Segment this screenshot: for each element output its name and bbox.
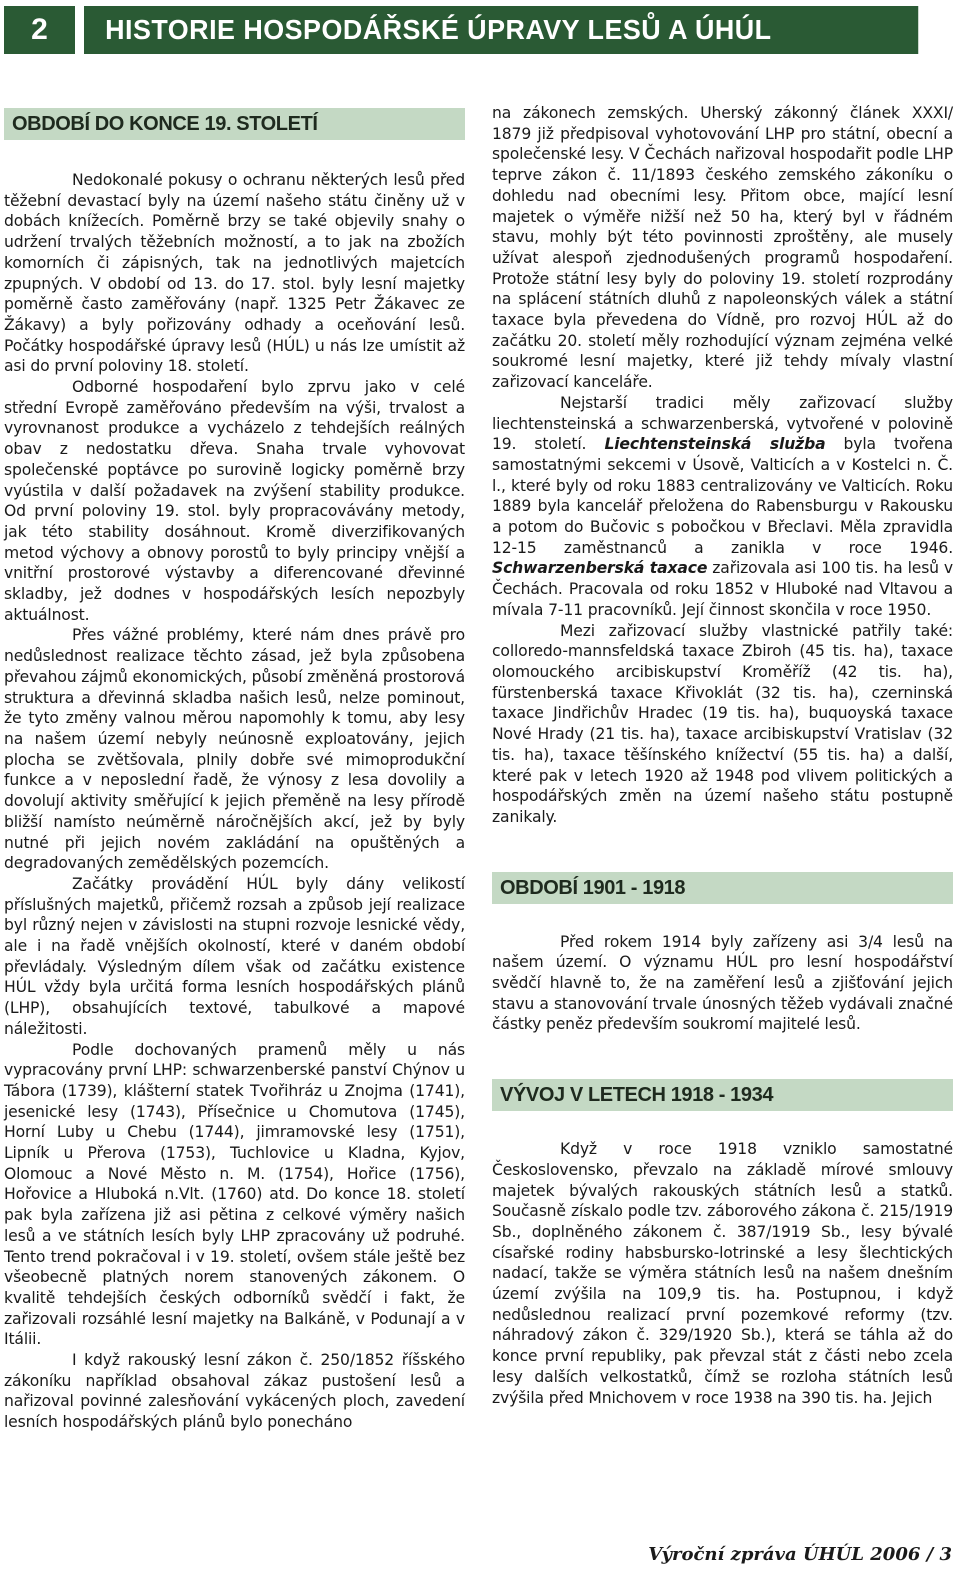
paragraph: Začátky provádění HÚL byly dány velikostí příslušných majetků, přičemž rozsah a způsob její realizace byl různý nejen v závislosti na stupni rozvoje lesnické vědy, ale i na řadě vnějších okolností, které v daném období převládaly. Výsledným dílem však od začátku existence HÚL vždy byla určitá forma lesních hospodářských plánů (LHP), obsahujících textové, tabulkové a mapové náležitosti. [4,874,465,1038]
emphasis-text: Schwarzenberská taxace [492,559,708,578]
paragraph [492,393,953,621]
paragraph: na zákonech zemských. Uherský zákonný článek XXXI/ 1879 již předpisoval vyhotovování LHP pro státní, obecní a společenské lesy. V Čechách nařizoval hospodařit podle LHP teprve zákon č. 11/1893 českého zemského zákoníku o dohledu nad obecními lesy. Přitom obce, mající lesní majetek o výměře nižší než 50 ha, který byl v řádném stavu, mohly být této povinnosti zproštěny, ale musely užívat alespoň zjednodušených programů hospodaření. Protože státní lesy byly do poloviny 19. století rozprodány na splácení státních dluhů z napoleonských válek a státní taxace byla převedena do Vídně, pro rozvoj HÚL až do začátku 20. století měly rozhodující význam zejména velké soukromé lesní majetky, které již tehdy mívaly vlastní zařizovací kanceláře. [492,104,953,392]
text-run: Nejstarší tradici měly zařizovací služby liechtensteinská a schwarzenberská, vytvořené v polovině 19. století. [492,393,953,454]
emphasis-text: Liechtensteinská služba [604,435,826,454]
section-heading-2: OBDOBÍ 1901 - 1918 [492,872,953,904]
text-run: zařizovala asi 100 tis. ha lesů v Čechách. Pracovala od roku 1852 v Hluboké nad Vltavou a mívala 7-11 pracovníků. Její činnost skončila v roce 1950. [492,559,953,619]
chapter-number: 2 [4,6,75,54]
paragraph: Mezi zařizovací služby vlastnické patřily také: colloredo-mannsfeldská taxace Zbiroh (45 tis. ha), taxace olomouckého arcibiskupství Kroměříž (42 tis. ha), fürstenberská taxace Křivoklát (32 tis. ha), czerninská taxace Jindřichův Hradec (19 tis. ha), buquoyská taxace Nové Hrady (21 tis. ha), taxace arcibiskupství Vratislav (32 tis. ha), taxace těšínského knížectví (55 tis. ha) a další, které pak v letech 1920 až 1948 pod vlivem politických a hospodářských změn na území našeho státu postupně zanikaly. [492,621,953,826]
text-run: byla tvořena samostatnými sekcemi v Úsově, Valticích a v Kostelci n. Č. l., které byly od roku 1883 centralizovány ve Valticích. Roku 1889 byla kancelář přeložena do Rabensburgu v Rakousku a potom do Bučovic s pobočkou v Břeclavi. Měla zpravidla 12-15 zaměstnanců a zanikla v roce 1946. [492,435,953,557]
left-column [4,108,465,1433]
paragraph: Podle dochovaných pramenů měly u nás vypracovány první LHP: schwarzenberské panství Chýnov u Tábora (1739), klášterní statek Tvořihráz u Znojma (1741), jesenické lesy (1743), Přísečnice u Chomutova (1745), Horní Luby u Chebu (1744), jimramovské lesy (1751), Lipník u Přerova (1753), Tuchlovice u Kladna, Kyjov, Olomouc a Nové Město n. M. (1754), Hořice (1756), Hořovice a Hluboká n.Vlt. (1760) atd. Do konce 18. století pak byla zařízena již asi pětina z celkové výměry našich lesů a ve státních lesích byly LHP zpracovány už podruhé. Tento trend pokračoval i v 19. století, ovšem stále ještě bez všeobecně platných norem stanovených zákonem. O kvalitě tehdejších českých odborníků svědčí i fakt, že zařizovali rozsáhlé lesní majetky na Balkáně, v Podunají a v Itálii. [4,1040,465,1349]
section-heading-1: OBDOBÍ DO KONCE 19. STOLETÍ [4,108,465,140]
page-footer: Výroční zpráva ÚHÚL 2006 / 3 [648,1544,952,1565]
right-column [492,103,953,1408]
paragraph: Přes vážné problémy, které nám dnes právě pro nedůslednost realizace těchto zásad, jež byla způsobena převahou zájmů ekonomických, působí změněná prostorová struktura a dřevinná skladba našich lesů, nelze pominout, že tyto změny valnou měrou napomohly k tomu, aby lesy na našem území nebyly neúnosně exploatovány, jejich plocha se zvětšovala, plnily dobře své mimoprodukční funkce a v neposlední řadě, že výnosy z lesa dovolily a dovolují aktivity směřující k jejich přeměně na lesy přírodě bližší namísto neúměrně náročnějších akcí, jež by byly nutné při jejich novém zakládání na opuštěných a degradovaných zemědělských pozemcích. [4,626,465,873]
section-heading-3: VÝVOJ V LETECH 1918 - 1934 [492,1079,953,1111]
paragraph: Před rokem 1914 byly zařízeny asi 3/4 lesů na našem území. O významu HÚL pro lesní hospodářství svědčí hlavně to, že na zaměření lesů a zjišťování jejich stavu a stanovování trvale únosných těžeb vydávali značné částky peněz především soukromí majitelé lesů. [492,932,953,1034]
chapter-title: HISTORIE HOSPODÁŘSKÉ ÚPRAVY LESŮ A ÚHÚL [84,6,918,54]
paragraph: Když v roce 1918 vzniklo samostatné Československo, převzalo na základě mírové smlouvy majetek bývalých rakouských státních lesů a statků. Současně získalo podle tzv. záborového zákona č. 215/1919 Sb., doplněného zákonem č. 387/1919 Sb., lesy bývalé císařské rodiny habsbursko-lotrinské a lesy šlechtických nadací, takže se výměra státních lesů na našem dnešním území zvýšila na 109,9 tis. ha. Postupnou, i když nedůslednou realizací první pozemkové reformy (tzv. náhradový zákon č. 329/1920 Sb.), která se táhla až do konce první republiky, pak převzal stát z části nebo zcela lesy dalších velkostatků, čímž se rozloha státních lesů zvýšila před Mnichovem v roce 1938 na 390 tis. ha. Jejich [492,1140,953,1407]
paragraph: I když rakouský lesní zákon č. 250/1852 říšského zákoníku například obsahoval zákaz pustošení lesů a nařizoval povinné zalesňování vykácených ploch, zavedení lesních hospodářských plánů bylo ponecháno [4,1351,465,1432]
chapter-header [4,6,953,54]
paragraph: Nedokonalé pokusy o ochranu některých lesů před těžební devastací byly na území našeho státu činěny už v dobách knížecích. Poměrně brzy se také objevily snahy o udržení trvalých těžebních možností, a to jak na zbožích komorních či zápisných, tak na jednotlivých majetcích zpupných. V období od 13. do 17. stol. byly lesní majetky poměrně často zaměřovány (např. 1325 Petr Žákavec ze Žákavy) a byly pořizovány odhady a oceňování lesů. Počátky hospodářské úpravy lesů (HÚL) u nás lze umístit až asi do první poloviny 18. století. [4,171,465,376]
paragraph: Odborné hospodaření bylo zprvu jako v celé střední Evropě zaměřováno především na výši, trvalost a vyrovnanost produkce a vycházelo z tehdejších reálných obav z nedostatku dřeva. Snaha trvale vyhovovat společenské poptávce po surovině logicky poměrně brzy vyústila v další požadavek na zvýšení stability produkce. Od první poloviny 19. stol. byly propracovávány metody, jak této stability dosáhnout. Kromě diverzifikovaných metod výchovy a obnovy porostů to byly principy vnější a vnitřní prostorové výstavby a diferencované dřevinné skladby, jež dodnes v hospodářských lesích nepozbyly aktuálnost. [4,378,465,624]
